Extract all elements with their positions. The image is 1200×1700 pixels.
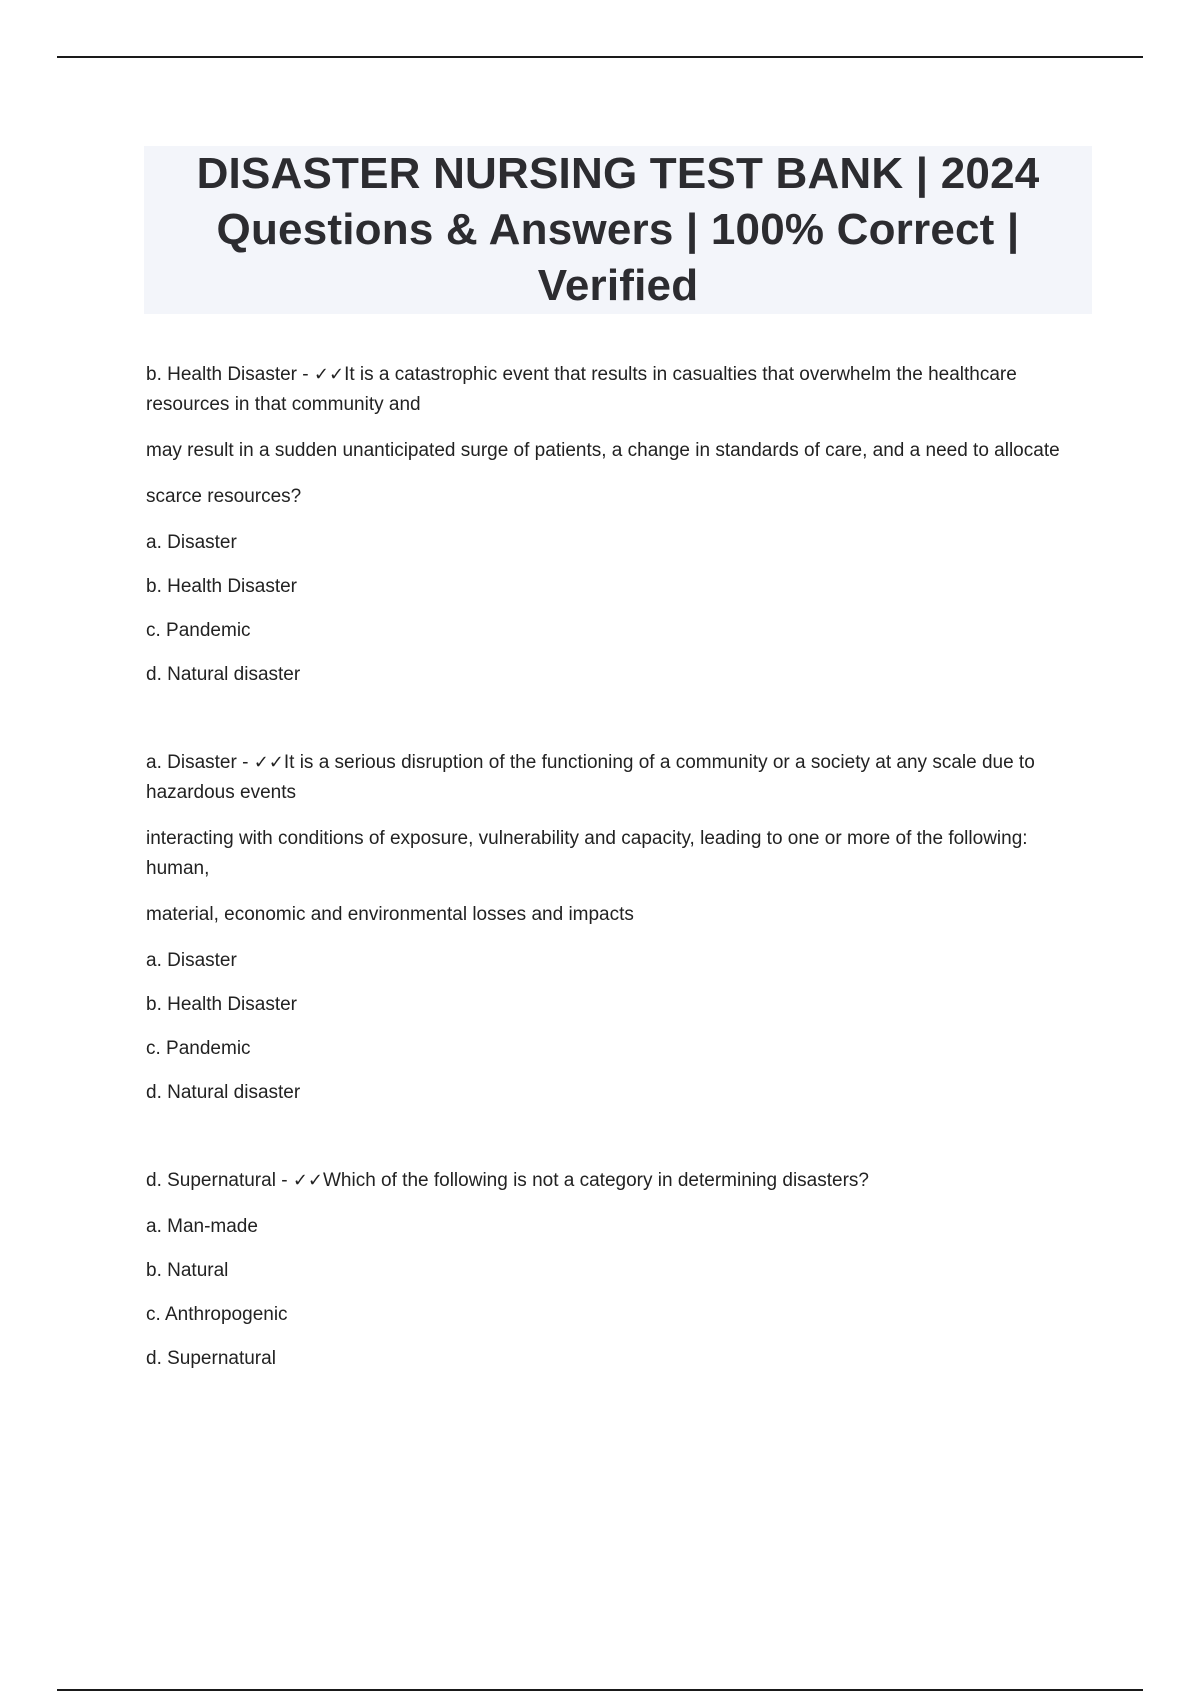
question-stem-line: material, economic and environmental losses and impacts bbox=[146, 904, 634, 925]
double-checkmark-icon: ✓✓ bbox=[253, 752, 284, 773]
header-rule bbox=[57, 56, 1143, 58]
question-stem-line: may result in a sudden unanticipated surge of patients, a change in standards of care, and a need to allocate bbox=[146, 440, 1060, 461]
question-stem-line bbox=[146, 360, 1096, 420]
answer-option: c. Pandemic bbox=[146, 620, 251, 641]
answer-option: d. Natural disaster bbox=[146, 664, 301, 685]
question-stem-line: scarce resources? bbox=[146, 486, 302, 507]
question-stem-line bbox=[146, 748, 1096, 808]
answer-option: a. Disaster bbox=[146, 950, 237, 971]
stem-text: It is a catastrophic event that results in casualties that overwhelm the healthcare resources in that community and bbox=[146, 364, 1017, 415]
answer-option: b. Health Disaster bbox=[146, 576, 298, 597]
stem-text: Which of the following is not a category in determining disasters? bbox=[322, 1170, 869, 1191]
question-2 bbox=[146, 748, 1096, 1108]
answer-option: c. Anthropogenic bbox=[146, 1304, 288, 1325]
answer-label: d. Supernatural - bbox=[146, 1170, 293, 1191]
answer-option: b. Natural bbox=[146, 1260, 229, 1281]
answer-option: d. Natural disaster bbox=[146, 1082, 301, 1103]
question-list bbox=[146, 360, 1096, 1432]
question-1 bbox=[146, 360, 1096, 690]
answer-option: b. Health Disaster bbox=[146, 994, 298, 1015]
answer-option: a. Disaster bbox=[146, 532, 237, 553]
document-title: DISASTER NURSING TEST BANK | 2024 Questions & Answers | 100% Correct | Verified bbox=[196, 149, 1040, 310]
question-stem-line bbox=[146, 1166, 1096, 1196]
answer-option: d. Supernatural bbox=[146, 1348, 276, 1369]
answer-label: a. Disaster - bbox=[146, 752, 254, 773]
answer-label: b. Health Disaster - bbox=[146, 364, 314, 385]
double-checkmark-icon: ✓✓ bbox=[313, 364, 345, 385]
double-checkmark-icon: ✓✓ bbox=[292, 1170, 323, 1191]
stem-text: It is a serious disruption of the functioning of a community or a society at any scale due to hazardous events bbox=[146, 752, 1035, 803]
question-3 bbox=[146, 1166, 1096, 1374]
question-stem-line: interacting with conditions of exposure, vulnerability and capacity, leading to one or more of the following: human, bbox=[146, 828, 1028, 879]
answer-option: c. Pandemic bbox=[146, 1038, 251, 1059]
title-banner bbox=[144, 146, 1092, 314]
answer-option: a. Man-made bbox=[146, 1216, 258, 1237]
footer-rule bbox=[57, 1689, 1143, 1691]
